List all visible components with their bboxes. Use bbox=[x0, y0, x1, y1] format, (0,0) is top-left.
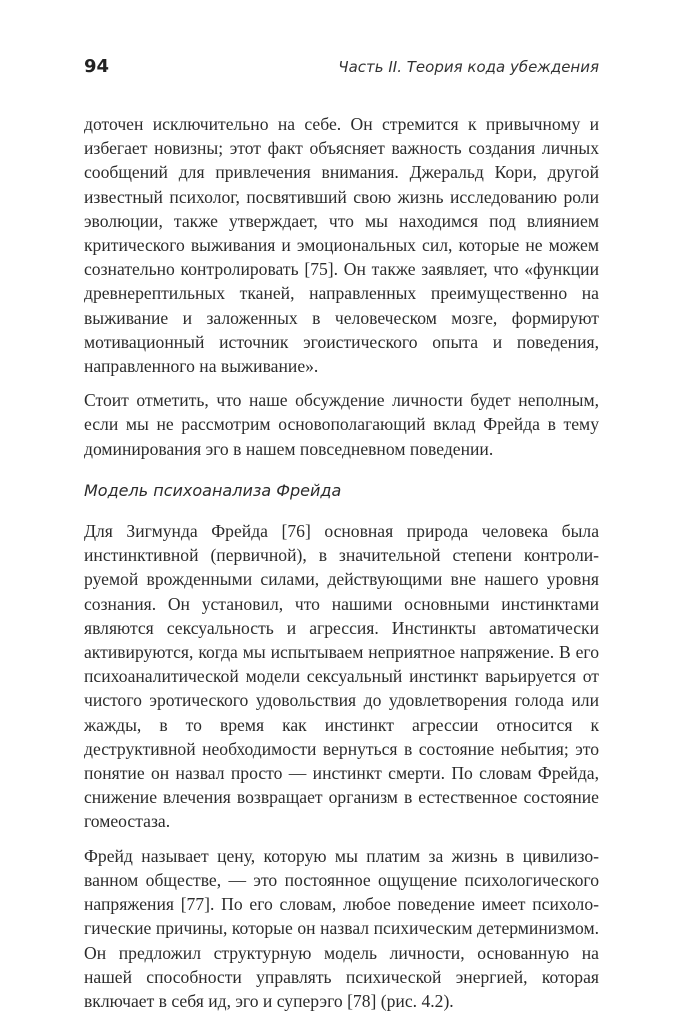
page-number: 94 bbox=[84, 56, 110, 77]
running-head: Часть II. Теория кода убеждения bbox=[338, 58, 599, 76]
section-heading: Модель психоанализа Фрейда bbox=[84, 480, 342, 500]
paragraph: доточен исключительно на себе. Он стремится к привычному и избегает новизны; этот факт объясняет важность создания личных сообщений для привлечения внимания. Джеральд Кори, другой известный психолог, посвятивший свою жизнь исследованию роли эволюции, также утверждает, что мы находимся под влиянием критического выживания и эмоциональных сил, которые не можем сознательно контролировать [75]. Он также заявляет, что «функции древнерептильных тканей, направленных преимущественно на выживание и заложенных в человеческом мозге, формируют мотивационный источник эгоистического опыта и поведения, направленного на выживание». bbox=[84, 114, 599, 377]
page-header bbox=[84, 56, 599, 86]
paragraph: Фрейд называет цену, которую мы платим за жизнь в цивилизованном обществе, — это постоянное ощущение психологического напряжения [77]. По его словам, любое поведение имеет психологические причины, которые он назвал психическим детерминизмом. Он предложил структурную модель личности, основанную на нашей способности управлять психической энергией, которая включает в себя ид, эго и суперэго [78] (рис. 4.2). bbox=[84, 845, 599, 1011]
body-text bbox=[84, 112, 599, 1023]
paragraph: Стоит отметить, что наше обсуждение личности будет неполным, если мы не рассмотрим основополагающий вклад Фрейда в тему доминирования эго в нашем повседневном поведении. bbox=[84, 390, 599, 459]
paragraph: Для Зигмунда Фрейда [76] основная природа человека была инстинктивной (первичной), в значительной степени контролируемой врожденными силами, действующими вне нашего уровня сознания. Он установил, что нашими основными инстинктами являются сексуальность и агрессия. Инстинкты автоматически активируются, когда мы испытываем неприятное напряжение. В его психоаналитической модели сексуальный инстинкт варьируется от чистого эротического удовольствия до удовлетворения голода или жажды, в то время как инстинкт агрессии относится к деструктивной необходимости вернуться в состояние небытия; это понятие он назвал просто — инстинкт смерти. По словам Фрейда, снижение влечения возвращает организм в естественное состояние гомеостаза. bbox=[84, 521, 599, 832]
